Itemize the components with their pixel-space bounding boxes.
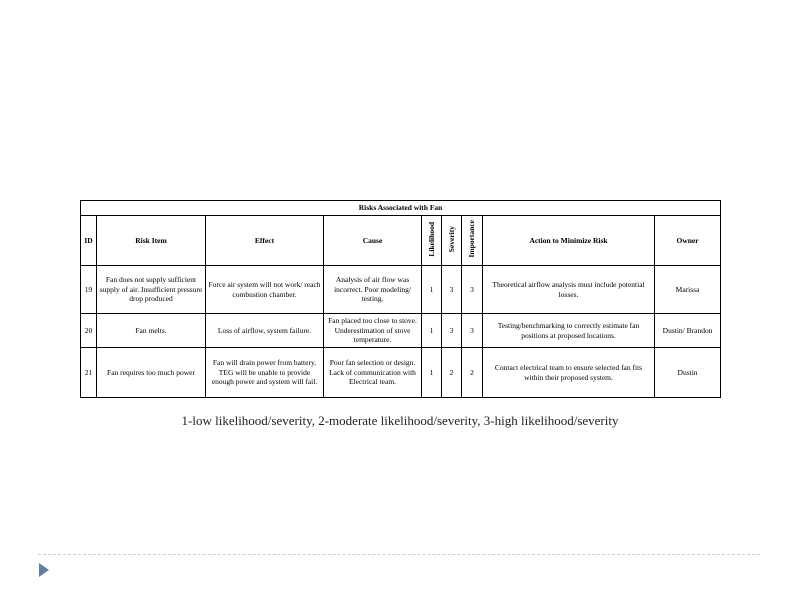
table-row [81, 348, 721, 398]
cell-id: 19 [81, 266, 97, 314]
cell-importance: 2 [462, 348, 483, 398]
cell-action: Theoretical airflow analysis must include potential losses. [483, 266, 655, 314]
table-row [81, 314, 721, 348]
cell-action: Contact electrical team to ensure selected fan fits within their proposed system. [483, 348, 655, 398]
table-row [81, 266, 721, 314]
cell-id: 21 [81, 348, 97, 398]
cell-likelihood: 1 [422, 314, 442, 348]
header-id: ID [81, 216, 97, 266]
cell-importance: 3 [462, 314, 483, 348]
cell-effect: Loss of airflow, system failure. [206, 314, 324, 348]
header-owner: Owner [655, 216, 721, 266]
likelihood-severity-legend: 1-low likelihood/severity, 2-moderate likelihood/severity, 3-high likelihood/severity [181, 413, 619, 428]
cell-risk-item: Fan melts. [97, 314, 206, 348]
cell-risk-item: Fan does not supply sufficient supply of air. Insufficient pressure drop produced [97, 266, 206, 314]
header-cause: Cause [324, 216, 422, 266]
cell-severity: 2 [442, 348, 462, 398]
header-risk-item: Risk Item [97, 216, 206, 266]
cell-importance: 3 [462, 266, 483, 314]
cell-owner: Dustin/ Brandon [655, 314, 721, 348]
header-importance [462, 216, 483, 266]
cell-cause: Analysis of air flow was incorrect. Poor modeling/ testing. [324, 266, 422, 314]
header-likelihood [422, 216, 442, 266]
cell-likelihood: 1 [422, 348, 442, 398]
cell-severity: 3 [442, 266, 462, 314]
header-severity [442, 216, 462, 266]
header-importance-label: Importance [467, 220, 477, 258]
cell-id: 20 [81, 314, 97, 348]
triangle-right-icon[interactable] [38, 562, 50, 578]
header-likelihood-label: Likelihood [426, 221, 436, 257]
cell-effect: Force air system will not work/ reach combustion chamber. [206, 266, 324, 314]
cell-action: Testing/benchmarking to correctly estimate fan positions at proposed locations. [483, 314, 655, 348]
cell-severity: 3 [442, 314, 462, 348]
table-title: Risks Associated with Fan [81, 201, 721, 216]
cell-cause: Fan placed too close to stove. Underestimation of stove temperature. [324, 314, 422, 348]
cell-effect: Fan will drain power from battery. TEG will be unable to provide enough power and system will fail. [206, 348, 324, 398]
cell-likelihood: 1 [422, 266, 442, 314]
cell-owner: Dustin [655, 348, 721, 398]
cell-owner: Marissa [655, 266, 721, 314]
cell-cause: Poor fan selection or design. Lack of communication with Electrical team. [324, 348, 422, 398]
header-severity-label: Severity [446, 226, 456, 253]
header-action: Action to Minimize Risk [483, 216, 655, 266]
cell-risk-item: Fan requires too much power [97, 348, 206, 398]
header-effect: Effect [206, 216, 324, 266]
risk-table [80, 200, 721, 398]
footer-divider [38, 554, 760, 555]
